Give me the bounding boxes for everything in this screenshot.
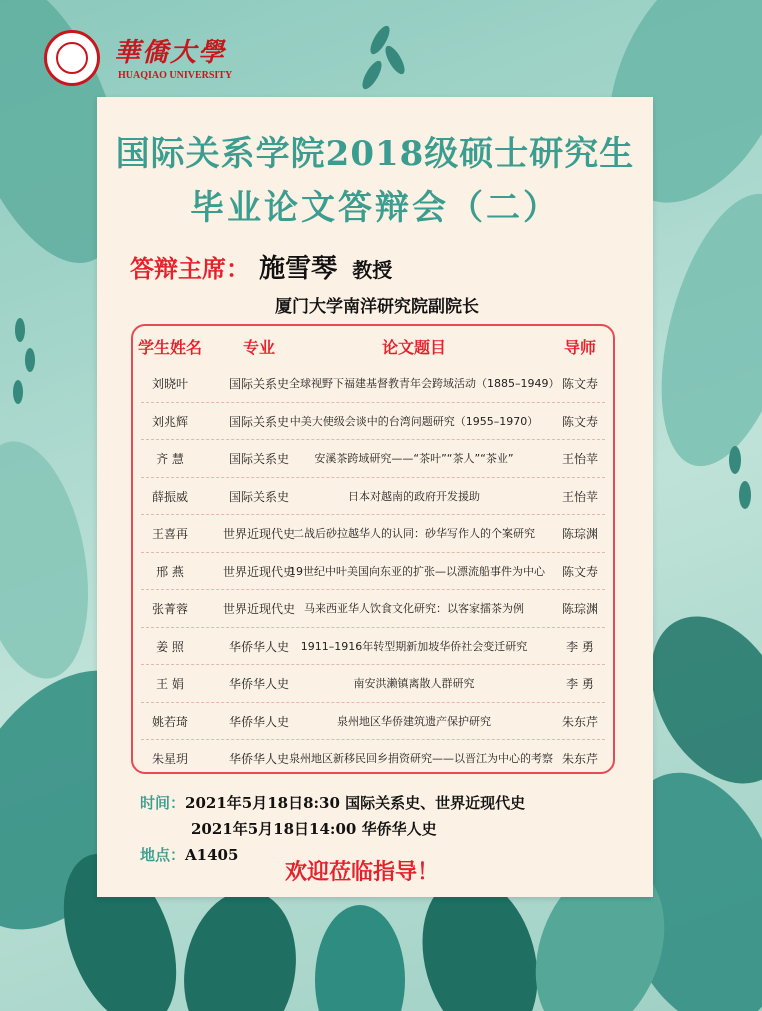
time-slot-1: 2021年5月18日8:30 国际关系史、世界近现代史 bbox=[185, 794, 526, 812]
cell-major: 国际关系史 bbox=[228, 377, 289, 391]
cell-student-name: 齐 慧 bbox=[156, 452, 184, 466]
cell-thesis-title: 日本对越南的政府开发援助 bbox=[348, 489, 480, 503]
cell-thesis-title: 19世纪中叶美国向东亚的扩张—以漂流船事件为中心 bbox=[289, 564, 545, 578]
chair-label: 答辩主席： bbox=[130, 255, 250, 283]
cell-thesis-title: 南安洪濑镇离散人群研究 bbox=[353, 677, 475, 690]
cell-thesis-title: 泉州地区新移民回乡捐资研究——以晋江为中心的考察 bbox=[289, 752, 553, 765]
table-row bbox=[131, 629, 615, 663]
university-name-cn: 華僑大學 bbox=[114, 38, 227, 68]
row-separator bbox=[141, 552, 605, 553]
cell-advisor: 陈文寿 bbox=[561, 564, 598, 579]
row-separator bbox=[141, 514, 605, 515]
cell-thesis-title: 全球视野下福建基督教青年会跨域活动（1885–1949） bbox=[289, 377, 560, 390]
university-logo bbox=[44, 30, 244, 90]
table-row bbox=[131, 516, 615, 550]
row-separator bbox=[141, 627, 605, 628]
cell-thesis-title: 泉州地区华侨建筑遗产保护研究 bbox=[337, 714, 491, 728]
cell-student-name: 王喜再 bbox=[151, 527, 188, 541]
cell-advisor: 陈文寿 bbox=[561, 377, 598, 391]
schedule-place bbox=[140, 844, 238, 865]
table-row bbox=[131, 366, 615, 400]
cell-major: 国际关系史 bbox=[228, 489, 289, 504]
university-seal-icon bbox=[44, 30, 100, 86]
cell-advisor: 李 勇 bbox=[566, 677, 594, 691]
row-separator bbox=[141, 439, 605, 440]
header-student-name: 学生姓名 bbox=[137, 338, 202, 357]
cell-thesis-title: 1911–1916年转型期新加坡华侨社会变迁研究 bbox=[300, 639, 528, 653]
cell-advisor: 李 勇 bbox=[566, 639, 594, 654]
cell-advisor: 朱东芹 bbox=[561, 714, 598, 729]
cell-major: 华侨华人史 bbox=[228, 714, 289, 729]
poster-title-line2: 毕业论文答辩会（二） bbox=[190, 188, 560, 228]
cell-student-name: 姚若琦 bbox=[151, 714, 188, 729]
row-separator bbox=[141, 739, 605, 740]
table-row bbox=[131, 741, 615, 775]
table-row bbox=[131, 404, 615, 438]
cell-advisor: 陈文寿 bbox=[561, 414, 598, 429]
place-label: 地点： bbox=[140, 846, 186, 864]
row-separator bbox=[141, 664, 605, 665]
chair-affiliation: 厦门大学南洋研究院副院长 bbox=[275, 297, 479, 317]
row-separator bbox=[141, 589, 605, 590]
time-label: 时间： bbox=[140, 794, 186, 812]
table-row bbox=[131, 479, 615, 513]
cell-thesis-title: 马来西亚华人饮食文化研究：以客家擂茶为例 bbox=[304, 602, 524, 615]
cell-advisor: 王怡苹 bbox=[561, 489, 598, 504]
table-row bbox=[131, 441, 615, 475]
cell-major: 华侨华人史 bbox=[228, 752, 289, 766]
table-row bbox=[131, 591, 615, 625]
cell-major: 华侨华人史 bbox=[228, 677, 289, 691]
university-name-en: HUAQIAO UNIVERSITY bbox=[118, 70, 233, 81]
row-separator bbox=[141, 402, 605, 403]
header-advisor: 导师 bbox=[563, 338, 596, 357]
cell-thesis-title: 安溪茶跨域研究——“茶叶”“茶人”“茶业” bbox=[314, 452, 514, 465]
table-row bbox=[131, 666, 615, 700]
cell-student-name: 朱星玥 bbox=[151, 752, 188, 766]
cell-thesis-title: 中美大使级会谈中的台湾问题研究（1955–1970） bbox=[289, 414, 539, 428]
cell-major: 国际关系史 bbox=[228, 414, 289, 429]
schedule-time-2 bbox=[191, 818, 437, 839]
cell-advisor: 陈琮渊 bbox=[561, 527, 598, 541]
cell-advisor: 王怡苹 bbox=[561, 452, 598, 466]
schedule-time-1 bbox=[140, 792, 525, 813]
header-thesis-title: 论文题目 bbox=[381, 338, 446, 357]
table-header bbox=[131, 335, 615, 361]
chair-name: 施雪琴 bbox=[259, 254, 338, 284]
cell-student-name: 刘兆辉 bbox=[151, 414, 188, 429]
chair-line bbox=[130, 248, 392, 285]
cell-major: 世界近现代史 bbox=[222, 527, 295, 541]
cell-student-name: 邢 燕 bbox=[156, 564, 184, 579]
header-major: 专业 bbox=[242, 338, 275, 357]
cell-major: 世界近现代史 bbox=[222, 564, 295, 579]
table-row bbox=[131, 554, 615, 588]
cell-advisor: 朱东芹 bbox=[561, 752, 598, 766]
chair-title: 教授 bbox=[352, 258, 393, 282]
cell-student-name: 姜 照 bbox=[156, 639, 184, 654]
cell-thesis-title: 二战后砂拉越华人的认同：砂华写作人的个案研究 bbox=[293, 527, 535, 540]
cell-major: 国际关系史 bbox=[228, 452, 289, 466]
cell-student-name: 刘晓叶 bbox=[151, 377, 188, 391]
cell-major: 世界近现代史 bbox=[222, 602, 295, 616]
welcome-message: 欢迎莅临指导！ bbox=[285, 859, 440, 885]
place-value: A1405 bbox=[185, 846, 239, 864]
cell-student-name: 薛振威 bbox=[151, 489, 188, 504]
cell-student-name: 王 娟 bbox=[156, 677, 184, 691]
time-slot-2: 2021年5月18日14:00 华侨华人史 bbox=[191, 820, 437, 838]
poster-title-line1: 国际关系学院2018级硕士研究生 bbox=[115, 134, 635, 174]
cell-advisor: 陈琮渊 bbox=[561, 602, 598, 616]
row-separator bbox=[141, 477, 605, 478]
table-row bbox=[131, 704, 615, 738]
cell-student-name: 张菁蓉 bbox=[151, 602, 188, 616]
row-separator bbox=[141, 702, 605, 703]
cell-major: 华侨华人史 bbox=[228, 639, 289, 654]
